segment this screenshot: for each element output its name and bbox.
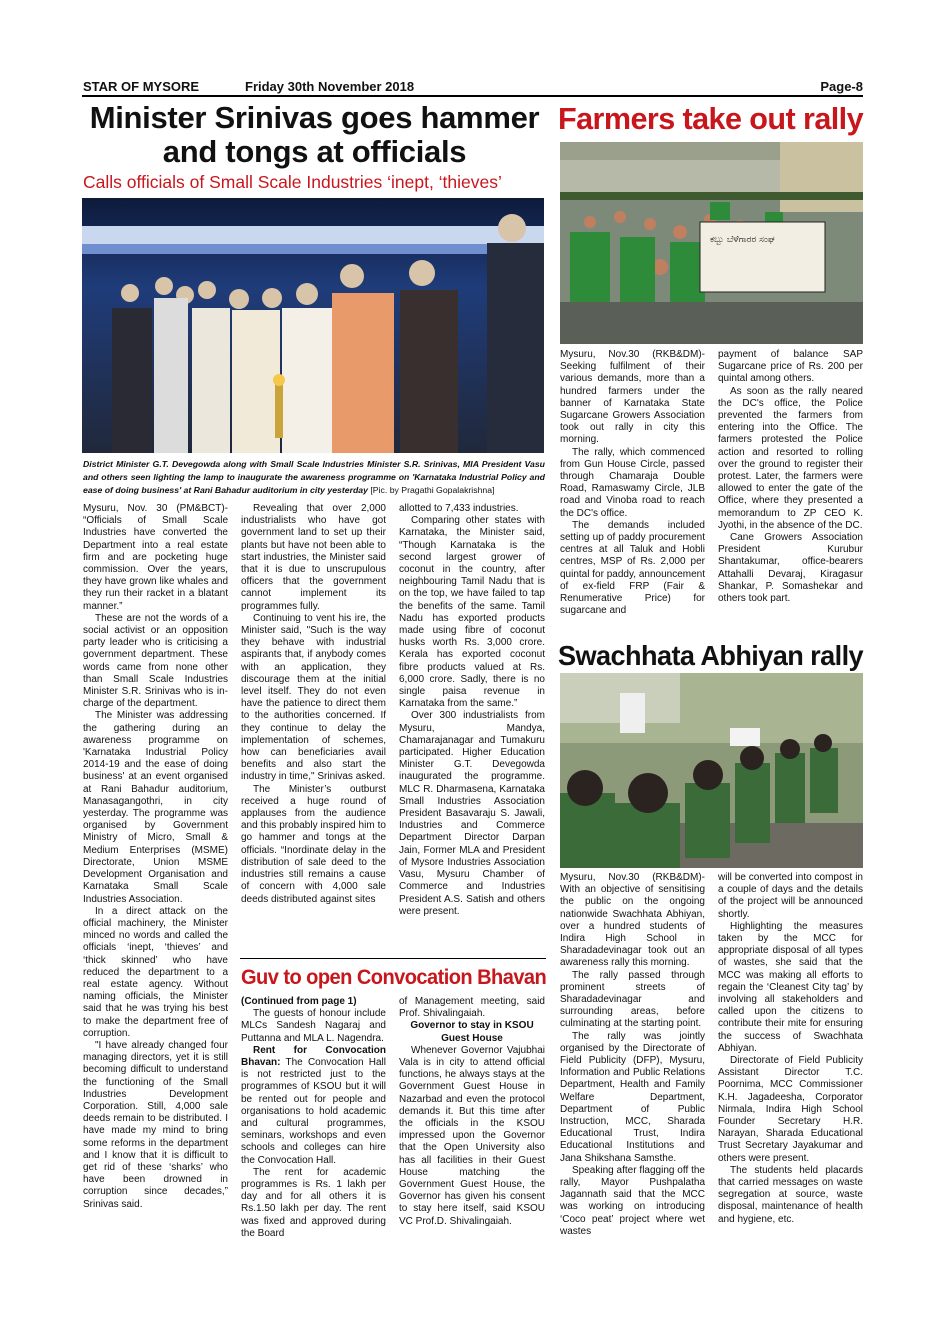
continued-note: (Continued from page 1)	[241, 996, 357, 1007]
swachhata-column-1	[560, 872, 705, 1267]
guv-top-rule	[240, 958, 546, 959]
lead-caption	[83, 458, 545, 497]
page-number: Page-8	[820, 79, 863, 94]
issue-date: Friday 30th November 2018	[245, 79, 415, 94]
paragraph: of Management meeting, said Prof. Shivalingaiah.	[399, 996, 545, 1020]
paragraph: Mysuru, Nov.30 (RKB&DM)- With an objective of sensitising the public on the ongoing nationwide Swachhata Abhiyan, over a hundred students of Indira High School in Sharadadevinagar took out an awareness rally this morning.	[560, 872, 705, 969]
paragraph: These are not the words of a social activist or an opposition party leader who is criticising a government department. These words came from none other than Small Scale Industries Minister S.R. Srinivas who is in-charge of the department.	[83, 612, 228, 710]
guv-subhead: Governor to stay in KSOU Guest House	[410, 1020, 534, 1044]
lead-column-2	[241, 503, 386, 953]
paper-name: STAR OF MYSORE	[83, 79, 200, 94]
paragraph: The rally was jointly organised by the Directorate of Field Publicity (DFP), Mysuru, Information and Public Relations Department, Health and Family Welfare Department, Department of Public Instruction, MCC, Sharada Educational Trust, Indira Educational Institutions and Jana Shikshana Samsthe.	[560, 1030, 705, 1164]
rent-subhead: Rent for Convocation Bhavan:	[241, 1044, 386, 1069]
lead-column-3	[399, 503, 545, 953]
caption-text: District Minister G.T. Devegowda along with Small Scale Industries Minister S.R. Srinivas, MIA President Vasu and others seen lighting the lamp to inaugurate the awareness programme on 'Karnataka Industrial Policy and ease of doing business' at Rani Bahadur auditorium in city yesterday	[83, 459, 545, 495]
paragraph: The rally passed through prominent streets of Sharadadevinagar and surrounding areas, before culminating at the starting point.	[560, 969, 705, 1030]
paragraph: Comparing other states with Karnataka, the Minister said, “Though Karnataka is the second largest grower of coconut in the country, after neighbouring Tamil Nadu that is on the top, we have failed to tap the benefits of the same. Tamil Nadu has exported products made using fibre of coconut husks worth Rs. 3,000 crore. Kerala has exported coconut fibre products valued at Rs. 6,000 crore. Sadly, there is no single paisa revenue in Karnataka from the same.”	[399, 515, 545, 710]
photo-credit: [Pic. by Pragathi Gopalakrishna]	[370, 485, 495, 495]
paragraph: The rally, which commenced from Gun House Circle, passed through Chamaraja Double Road, Ramaswamy Circle, JLB road and Vinoba road to reach the DC's office.	[560, 446, 705, 519]
paragraph: Directorate of Field Publicity Assistant Director T.C. Poornima, MCC Commissioner K.H. Jagadeesha, Corporator Nirmala, Indira High School Founder Secretary H.R. Narayan, Sharada Educational Trust Secretary Jayakumar and others were present.	[718, 1055, 863, 1164]
paragraph: The demands included setting up of paddy procurement centres at all Taluk and Hobli centres, MSP of Rs. 2,000 per quintal for paddy, announcement of ex-field FRP (Fair & Renumerative Price) for sugarcane and	[560, 519, 705, 617]
masthead-rule	[82, 95, 863, 97]
paragraph: "I have already changed four managing directors, yet it is still becoming difficult to understand the functioning of the Small Industries Development Corporation. Still, 4,000 sale deeds remain to be distributed. I have made my mind to bring some reforms in the department and I know that it is difficult to get rid of these ‘sharks’ who have been drowned in corruption since decades,” Srinivas said.	[83, 1039, 228, 1210]
paragraph: In a direct attack on the official machinery, the Minister minced no words and called the officials ‘inept, ‘thieves’ and ‘thick skinned’ who have reduced the department to a real estate agency. Without naming officials, the Minister said that he was trying his best to make the department free of corruption.	[83, 905, 228, 1039]
paragraph: The guests of honour include MLCs Sandesh Nagaraj and Puttanna and MLA L. Nagendra.	[241, 1008, 386, 1044]
paragraph: The rent for academic programmes is Rs. 1 lakh per day and for all others it is Rs.1.50 lakh per day. The rent was fixed and approved during the Board	[241, 1166, 386, 1239]
paragraph: The students held placards that carried messages on waste segregation at source, waste disposal, maintenance of health and hygiene, etc.	[718, 1164, 863, 1225]
paragraph: payment of balance SAP Sugarcane price of Rs. 200 per quintal among others.	[718, 349, 863, 385]
farmers-photo	[560, 142, 863, 344]
paragraph: Mysuru, Nov. 30 (PM&BCT)- “Officials of Small Scale Industries have converted the Department into a real estate firm and are pocketing huge commission. Over the years, they have grown like whales and they run their racket in a blatant manner.”	[83, 503, 228, 612]
paragraph: Mysuru, Nov.30 (RKB&DM)- Seeking fulfilment of their various demands, more than a hundred farmers under the banner of Karnataka State Sugarcane Growers Association took out rally in city this morning.	[560, 349, 705, 446]
paragraph: will be converted into compost in a couple of days and the details of the project will be announced shortly.	[718, 872, 863, 920]
paragraph: As soon as the rally neared the DC's office, the Police prevented the farmers from entering into the Office. The farmers protested the Police action and resorted to rolling over the ground to register their protest. Later, the farmers were allowed to enter the gate of the Office, where they presented a memorandum to ZP CEO K. Jyothi, in the absence of the DC.	[718, 385, 863, 531]
farmers-column-2	[718, 349, 863, 639]
rent-text: The Convocation Hall is not restricted just to the programmes of KSOU but it will be rented out for people and organisations to hold academic and cultural programmes, seminars, workshops and even schools and colleges can hire the Convocation Hall.	[241, 1057, 386, 1166]
lead-photo	[82, 198, 544, 453]
paragraph: The Minister was addressing the gathering during an awareness programme on 'Karnataka Industrial Policy 2014-19 and the ease of doing business' at an event organised at Rani Bahadur auditorium, Manasagangothri, in city yesterday. The programme was organised by Government Ministry of Micro, Small & Medium Enterprises (MSME) Directorate, Union MSME Development Organisation and Karnataka Small Scale Industries Association.	[83, 710, 228, 905]
banner-text: ಕಬ್ಬು ಬೆಳೆಗಾರರ ಸಂಘ	[710, 235, 775, 245]
swachhata-headline: Swachhata Abhiyan rally	[558, 640, 864, 671]
paragraph: Highlighting the measures taken by the MCC for appropriate disposal of all types of wastes, she said that the MCC was making all efforts to regain the ‘Cleanest City tag’ by involving all stakeholders and called upon the citizens to contribute their mite for ensuring the success of Swachhata Abhiyan.	[718, 920, 863, 1054]
lead-headline: Minister Srinivas goes hammer and tongs at officials	[89, 100, 540, 169]
paragraph: Revealing that over 2,000 industrialists who have got government land to set up their plants but have not been able to start industries, the Minister said that it is due to unscrupulous officers that the government cannot implement its programmes fully.	[241, 503, 386, 612]
paragraph: Speaking after flagging off the rally, Mayor Pushpalatha Jagannath said that the MCC was working on introducing ‘Coco peat’ project where wet wastes	[560, 1164, 705, 1237]
farmers-rally-photo	[560, 142, 863, 344]
paragraph: Whenever Governor Vajubhai Vala is in city to attend official functions, he always stays at the Government Guest House in Nazarbad and even the protocol demands it. But this time after the officials in the KSOU impressed upon the Governor that the Open University also has all facilities in their Guest House matching the Government Guest House, the Governor has given his consent to stay here itself, said KSOU VC Prof.D. Shivalingaiah.	[399, 1044, 545, 1227]
paragraph: Continuing to vent his ire, the Minister said, "Such is the way they behave with industrial aspirants that, if anybody comes with an application, they discourage them at the initial level itself. They do not even have the patience to direct them to the authorities concerned. If they continue to delay the implementation of schemes, how can beneficiaries avail benefits and also start the industry in time," Srinivas asked.	[241, 612, 386, 783]
paragraph: Over 300 industrialists from Mysuru, Mandya, Chamarajanagar and Tumakuru participated. Higher Education Minister G.T. Devegowda inaugurated the programme. MLC R. Dharmasena, Karnataka Small Industries Association President Basavaraju S. Jawali, Industries and Commerce Department Director Darpan Jain, Former MLA and President of Mysore Industries Association Vasu, Mysuru Chamber of Commerce and Industries President A.S. Satish and others were present.	[399, 710, 545, 917]
lamp-lighting-photo	[82, 198, 544, 453]
farmers-column-1	[560, 349, 705, 639]
paragraph: Cane Growers Association President Kurubur Shantakumar, office-bearers Attahalli Devaraj, Kiragasur Shankar, P. Somashekar and others took part.	[718, 532, 863, 605]
lead-column-1	[83, 503, 228, 1263]
swachhata-photo	[560, 673, 863, 868]
paragraph: allotted to 7,433 industries.	[399, 503, 519, 514]
paragraph	[241, 1045, 386, 1167]
swachhata-column-2	[718, 872, 863, 1267]
farmers-headline: Farmers take out rally	[558, 101, 864, 136]
lead-deck: Calls officials of Small Scale Industries ‘inept, ‘thieves’	[83, 172, 502, 192]
paragraph: The Minister’s outburst received a huge round of applauses from the audience and this probably inspired him to go hammer and tongs at the officials. “Inordinate delay in the distribution of sale deed to the industries still remains a cause of concern with 4,000 sale deeds distributed against sites	[241, 783, 386, 905]
guv-column-2	[399, 996, 545, 1266]
guv-column-1	[241, 996, 386, 1266]
guv-headline: Guv to open Convocation Bhavan	[241, 965, 547, 989]
students-rally-photo	[560, 673, 863, 868]
